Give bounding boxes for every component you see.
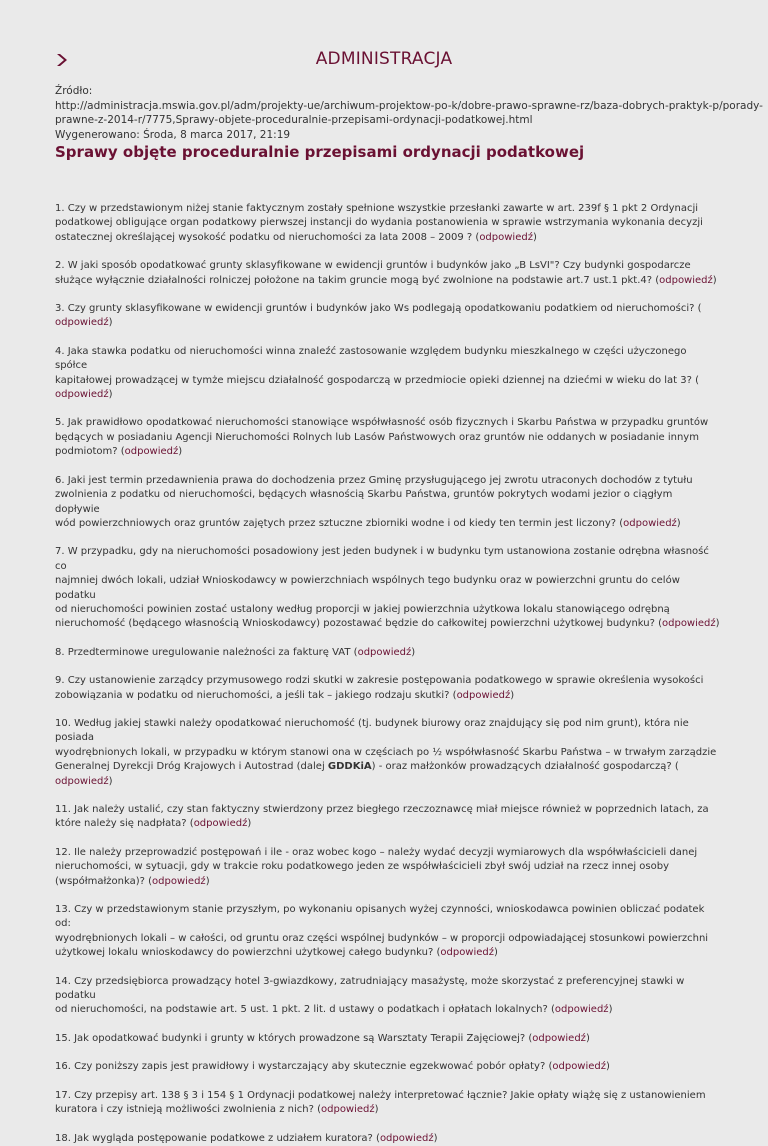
question-text-line: ostatecznej określającej wysokość podatku od nieruchomości za lata 2008 – 2009 ? ( (55, 231, 480, 243)
source-url-line-2: prawne-z-2014-r/7775,Sprawy-objete-proceduralnie-przepisami-ordynacji-podatkowej.html (55, 114, 533, 126)
question-item (55, 846, 720, 889)
question-item (55, 474, 720, 532)
question-text-line: wód powierzchniowych oraz gruntów zajętych przez sztuczne zbiorniki wodne i od kiedy ten termin jest liczony? ( (55, 517, 624, 529)
question-text-line: użytkowej lokalu wnioskodawcy do powierzchni użytkowej całego budynku? ( (55, 947, 441, 959)
question-text-line: służące wyłącznie działalności rolniczej położone na takim gruncie mogą być zwolnione na podstawie art.7 ust.1 pkt.4? ( (55, 274, 660, 286)
question-text-line: 14. Czy przedsiębiorca prowadzący hotel 3-gwiazdkowy, zatrudniający masażystę, może skorzystać z preferencyjnej stawki w podatku (55, 975, 685, 1002)
generated-date: Wygenerowano: Środa, 8 marca 2017, 21:19 (55, 128, 291, 141)
question-text-line: zwolnienia z podatku od nieruchomości, będących własnością Skarbu Państwa, gruntów pokrytych wodami jezior o ciągłym dopływie (55, 489, 673, 515)
question-text-line: 3. Czy grunty sklasyfikowane w ewidencji gruntów i budynków jako Ws podlegają opodatkowaniu podatkiem od nieruchomości? ( (55, 303, 702, 315)
question-item (55, 1089, 720, 1118)
question-list (55, 202, 720, 1146)
source-info (55, 84, 763, 142)
answer-link[interactable]: odpowiedź (124, 446, 179, 458)
question-item (55, 259, 720, 288)
answer-link[interactable]: odpowiedź (659, 274, 713, 286)
question-text-end: ) (108, 775, 113, 787)
question-text-line: 11. Jak należy ustalić, czy stan faktyczny stwierdzony przez biegłego rzeczoznawcę miał miejsce również w poprzednich latach, za (55, 804, 709, 815)
question-text-line: kuratora i czy istnieją możliwości zwolnienia z nich? ( (55, 1104, 321, 1116)
answer-link[interactable]: odpowiedź (552, 1061, 607, 1073)
question-text-end: ) (608, 1004, 613, 1016)
answer-link[interactable]: odpowiedź (623, 517, 677, 529)
question-text-end: ) (178, 446, 183, 458)
question-text-end: ) (676, 517, 681, 529)
source-url-line-1: http://administracja.mswia.gov.pl/adm/projekty-ue/archiwum-projektow-po-k/dobre-prawo-sprawne-rz/baza-dobrych-praktyk-p/porady- (55, 99, 763, 112)
question-item (55, 345, 720, 403)
answer-link[interactable]: odpowiedź (456, 689, 511, 701)
question-text-end: ) (108, 317, 113, 329)
question-item (55, 1132, 720, 1146)
question-text-line: podmiotom? ( (55, 446, 125, 458)
question-text-line: kapitałowej prowadzącej w tymże miejscu działalność gospodarczą w przedmiocie opieki dziennej na dziećmi w wieku do lat 3? ( (55, 374, 700, 386)
answer-link[interactable]: odpowiedź (152, 875, 206, 887)
question-text-end: ) (606, 1061, 610, 1073)
question-item (55, 646, 720, 660)
answer-link[interactable]: odpowiedź (379, 1132, 434, 1144)
question-text-end: ) (532, 231, 537, 243)
question-text-line: 17. Czy przepisy art. 138 § 3 i 154 § 1 Ordynacji podatkowej należy interpretować łącznie? Jakie opłaty wiążę się z ustanowieniem (55, 1089, 706, 1101)
question-text-end: ) (247, 818, 252, 830)
question-text-line: Generalnej Dyrekcji Dróg Krajowych i Autostrad (dalej GDDKiA) - oraz małżonków prowadzących działalność gospodarczą? ( (55, 761, 679, 773)
question-text-line: 1. Czy w przedstawionym niżej stanie faktycznym zostały spełnione wszystkie przesłanki zawarte w art. 239f § 1 pkt 2 Ordynacji (55, 203, 699, 214)
question-text-end: ) (411, 646, 416, 658)
article-title: Sprawy objęte proceduralnie przepisami ordynacji podatkowej (55, 143, 585, 161)
answer-link[interactable]: odpowiedź (321, 1104, 375, 1116)
question-item (55, 674, 720, 703)
answer-link[interactable]: odpowiedź (440, 947, 495, 959)
answer-link[interactable]: odpowiedź (357, 646, 412, 658)
question-item (55, 717, 720, 789)
answer-link[interactable]: odpowiedź (554, 1004, 609, 1016)
question-text-line: 12. Ile należy przeprowadzić postępowań i ile - oraz wobec kogo – należy wydać decyzji wymiarowych dla współwłaścicieli danej (55, 846, 698, 858)
question-text-line: 16. Czy poniższy zapis jest prawidłowy i wystarczający aby skutecznie egzekwować pobór opłaty? ( (55, 1061, 553, 1073)
question-text-end: ) (108, 389, 113, 401)
question-item (55, 1060, 720, 1074)
question-text-end: ) (494, 947, 498, 959)
answer-link[interactable]: odpowiedź (479, 231, 533, 243)
question-item (55, 803, 720, 832)
question-text-line: najmniej dwóch lokali, udział Wnioskodawcy w powierzchniach wspólnych tego budynku oraz w powierzchni gruntu do celów podatku (55, 575, 680, 601)
question-item (55, 202, 720, 245)
question-text-end: ) (585, 1032, 590, 1044)
question-text-line: nieruchomości, w sytuacji, gdy w trakcie roku podatkowego jeden ze współwłaścicieli zbył swój udział na rzecz innej osoby (55, 861, 670, 873)
question-text-line: 15. Jak opodatkować budynki i grunty w których prowadzone są Warsztaty Terapii Zajęciowej? ( (55, 1032, 533, 1044)
answer-link[interactable]: odpowiedź (662, 618, 716, 630)
question-text-line: 6. Jaki jest termin przedawnienia prawa do dochodzenia przez Gminę przysługującego jej zwrotu utraconych dochodów z tytułu (55, 474, 693, 486)
answer-link[interactable]: odpowiedź (55, 317, 109, 329)
source-label: Źródło: (55, 85, 93, 97)
question-text-line: wyodrębnionych lokali – w całości, od gruntu oraz części wspólnej budynków – w proporcji odpowiadającej stosunkowi powierzchni (55, 932, 709, 944)
question-text-line: od nieruchomości powinien zostać ustalony według proporcji w jakiej powierzchnia użytkowa lokalu stanowiącego odrębną (55, 603, 670, 615)
site-title: ADMINISTRACJA (315, 49, 453, 69)
question-item (55, 416, 720, 459)
question-item (55, 1032, 720, 1046)
answer-link[interactable]: odpowiedź (532, 1032, 586, 1044)
question-item (55, 975, 720, 1018)
question-text-end: ) (374, 1104, 379, 1116)
question-text-line: od nieruchomości, na podstawie art. 5 ust. 1 pkt. 2 lit. d ustawy o podatkach i opłatach lokalnych? ( (55, 1004, 555, 1016)
question-text-line: 8. Przedterminowe uregulowanie należności za fakturę VAT ( (55, 646, 358, 658)
question-text-line: 9. Czy ustanowienie zarządcy przymusowego rodzi skutki w zakresie postępowania podatkowego w sprawie określenia wysokości (55, 675, 704, 687)
question-text-line: 7. W przypadku, gdy na nieruchomości posadowiony jest jeden budynek i w budynku tym ustanowiona zostanie odrębna własność co (55, 546, 709, 572)
question-text-end: ) (205, 875, 210, 887)
question-item (55, 545, 720, 631)
answer-link[interactable]: odpowiedź (193, 818, 248, 830)
question-text-line: 2. W jaki sposób opodatkować grunty sklasyfikowane w ewidencji gruntów i budynków jako „B LsVI"? Czy budynki gospodarcze (55, 260, 691, 272)
answer-link[interactable]: odpowiedź (55, 389, 109, 401)
question-text-end: ) (712, 274, 717, 286)
question-text-line: (współmałżonka)? ( (55, 875, 153, 887)
question-text-line: 4. Jaka stawka podatku od nieruchomości winna znaleźć zastosowanie względem budynku mieszkalnego w części użyczonego spółce (55, 345, 687, 372)
question-text-line: 5. Jak prawidłowo opodatkować nieruchomości stanowiące współwłasność osób fizycznych i Skarbu Państwa w przypadku gruntów (55, 417, 709, 429)
question-text-line: będących w posiadaniu Agencji Nieruchomości Rolnych lub Lasów Państwowych oraz gruntów nie oddanych w posiadanie innym (55, 431, 699, 443)
question-text-line: nieruchomość (będącego własnością Wnioskodawcy) pozostawać będzie do całkowitej powierzchni użytkowej budynku? ( (55, 618, 662, 630)
answer-link[interactable]: odpowiedź (55, 775, 109, 787)
question-text-line: 18. Jak wygląda postępowanie podatkowe z udziałem kuratora? ( (55, 1132, 380, 1144)
question-text-line: 13. Czy w przedstawionym stanie przyszłym, po wykonaniu opisanych wyżej czynności, wnioskodawca powinien obliczać podatek od: (55, 904, 705, 930)
question-text-line: zobowiązania w podatku od nieruchomości, a jeśli tak – jakiego rodzaju skutki? ( (55, 689, 457, 701)
question-text-end: ) (715, 618, 720, 630)
question-text-end: ) (510, 689, 515, 701)
question-text-line: podatkowej obligujące organ podatkowy pierwszej instancji do wydania postanowienia w sprawie wstrzymania wykonania decyzji (55, 217, 703, 229)
question-item (55, 903, 720, 961)
question-text-line: które należy się nadpłata? ( (55, 818, 194, 830)
question-text-line: 10. Według jakiej stawki należy opodatkować nieruchomość (tj. budynek biurowy oraz znajdujący się pod nim grunt), która nie posiada (55, 717, 689, 744)
question-item (55, 302, 720, 331)
question-text-line: wyodrębnionych lokali, w przypadku w którym stanowi ona w częściach po ½ współwłasność Skarbu Państwa – w trwałym zarządzie (55, 746, 717, 758)
question-text-end: ) (433, 1132, 438, 1144)
